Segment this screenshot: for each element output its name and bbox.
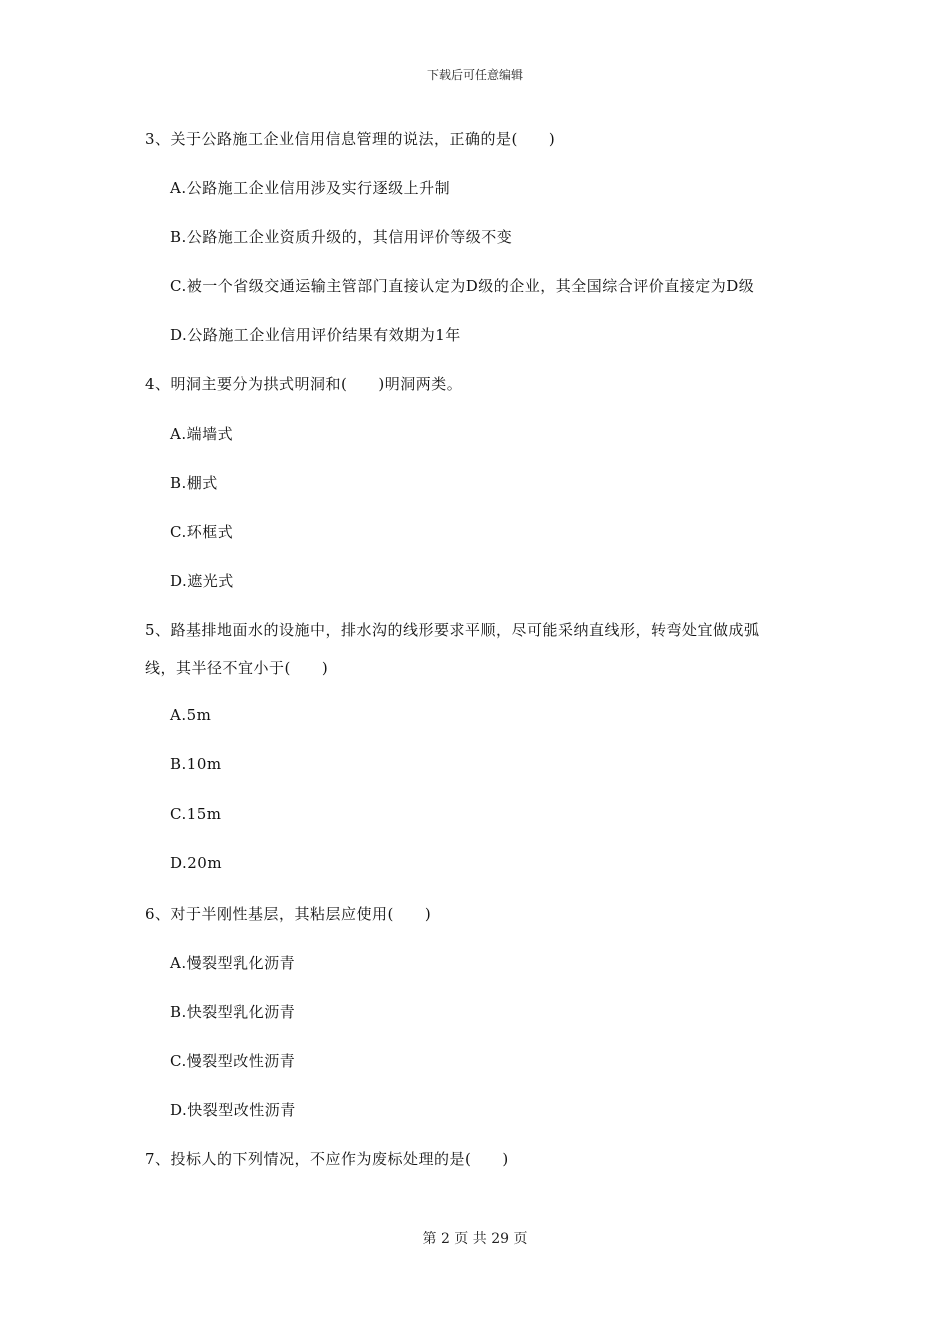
question-4-stem: 4、明洞主要分为拱式明洞和( )明洞两类。	[145, 375, 463, 393]
question-5-stem-line-2: 线，其半径不宜小于( )	[145, 659, 329, 677]
question-4-option-d: D.遮光式	[170, 572, 234, 590]
question-3-option-c: C.被一个省级交通运输主管部门直接认定为D级的企业，其全国综合评价直接定为D级	[170, 277, 755, 295]
question-3-option-b: B.公路施工企业资质升级的，其信用评价等级不变	[170, 228, 513, 246]
question-5-option-a: A.5m	[170, 706, 212, 724]
question-4-option-a: A.端墙式	[170, 425, 234, 443]
question-5-option-d: D.20m	[170, 854, 223, 872]
question-5-option-b: B.10m	[170, 755, 222, 773]
question-6-option-d: D.快裂型改性沥青	[170, 1101, 296, 1119]
page-header: 下载后可任意编辑	[426, 68, 523, 82]
question-3-option-d: D.公路施工企业信用评价结果有效期为1年	[170, 326, 461, 344]
question-7-stem: 7、投标人的下列情况，不应作为废标处理的是( )	[145, 1150, 509, 1168]
question-6-option-b: B.快裂型乳化沥青	[170, 1003, 296, 1021]
question-3-option-a: A.公路施工企业信用涉及实行逐级上升制	[170, 179, 451, 197]
question-5-option-c: C.15m	[170, 805, 222, 823]
question-6-option-a: A.慢裂型乳化沥青	[170, 954, 296, 972]
question-4-option-c: C.环框式	[170, 523, 234, 541]
question-5-stem-line-1: 5、路基排地面水的设施中，排水沟的线形要求平顺，尽可能采纳直线形，转弯处宜做成弧	[145, 621, 760, 639]
question-6-option-c: C.慢裂型改性沥青	[170, 1052, 296, 1070]
question-4-option-b: B.棚式	[170, 474, 218, 492]
question-3-stem: 3、关于公路施工企业信用信息管理的说法，正确的是( )	[145, 130, 556, 148]
page-footer: 第 2 页 共 29 页	[422, 1231, 528, 1247]
question-6-stem: 6、对于半刚性基层，其粘层应使用( )	[145, 905, 432, 923]
